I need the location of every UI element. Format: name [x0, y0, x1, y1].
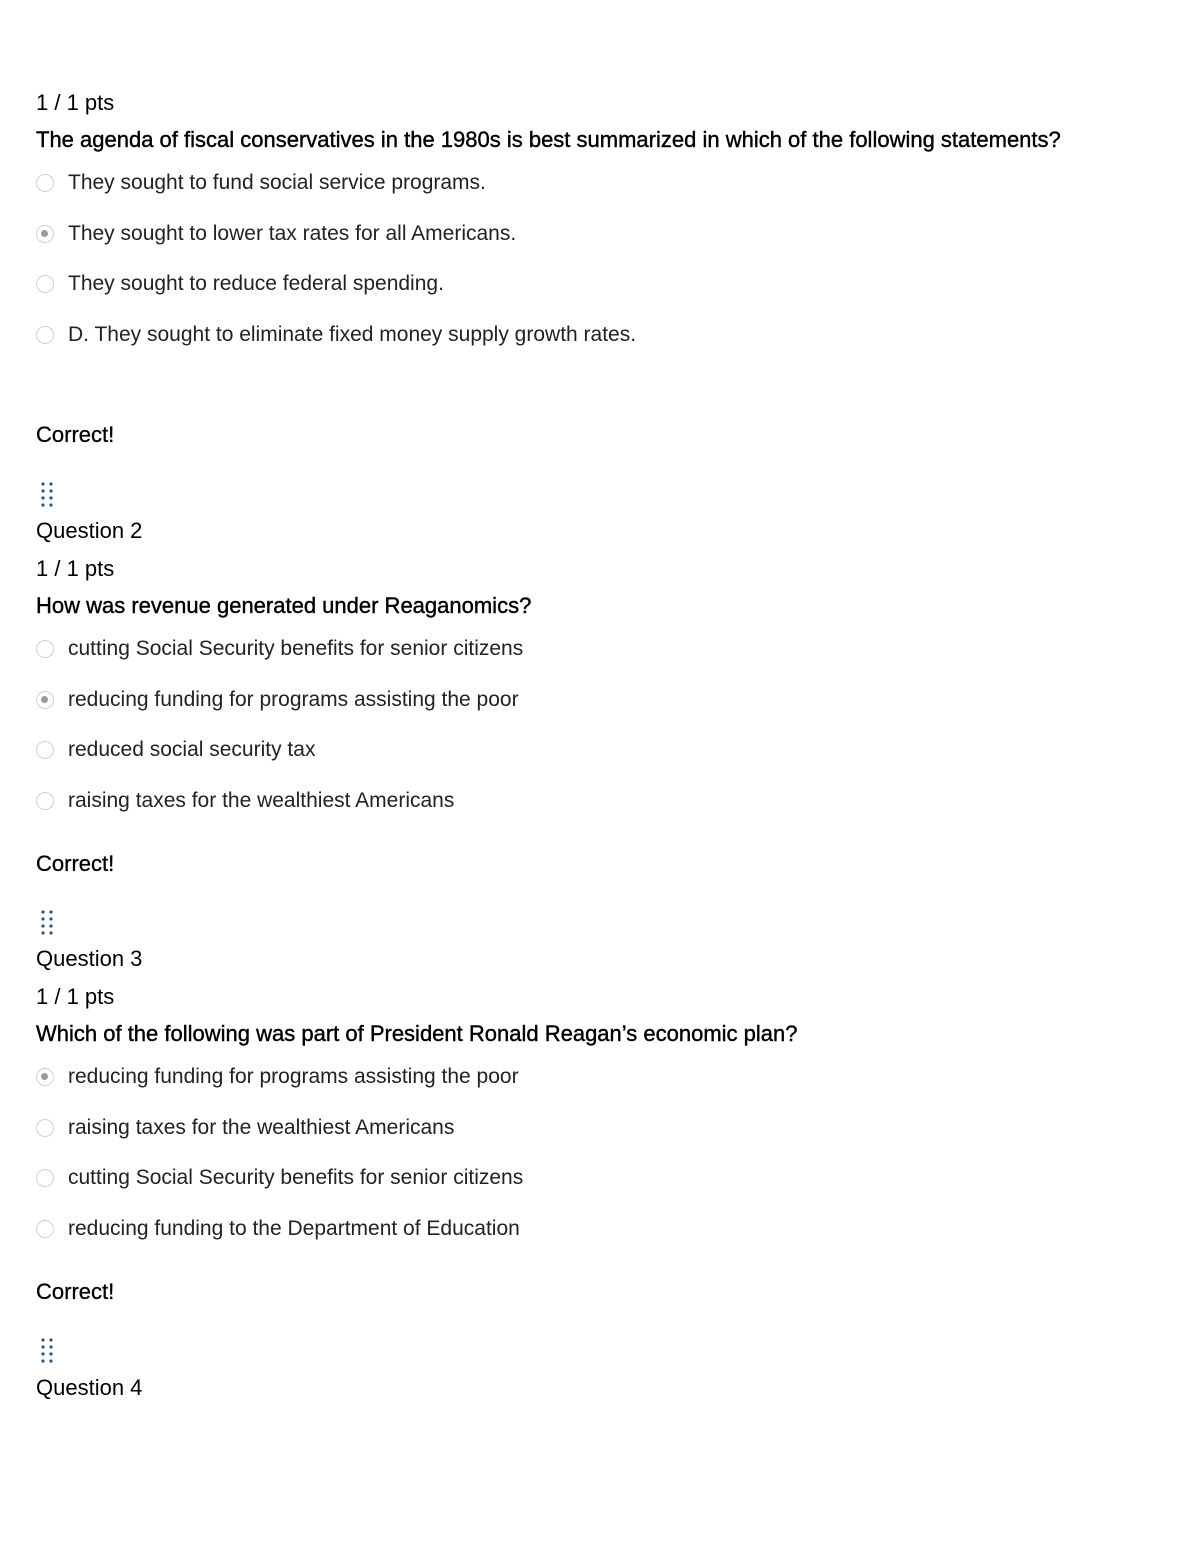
answer-label: They sought to lower tax rates for all Americans.	[68, 221, 517, 245]
answer-option[interactable]	[36, 790, 1166, 841]
answer-label: reduced social security tax	[68, 738, 316, 761]
answer-option[interactable]	[36, 689, 1166, 740]
answer-label: raising taxes for the wealthiest Americans	[68, 788, 455, 812]
question-title: Question 4	[36, 1375, 143, 1400]
question-text: Which of the following was part of President Ronald Reagan’s economic plan?	[36, 1021, 798, 1046]
answer-label: reducing funding to the Department of Education	[68, 1216, 520, 1240]
radio-button[interactable]	[36, 326, 54, 344]
answer-option[interactable]	[36, 638, 1166, 689]
answer-label: raising taxes for the wealthiest Americans	[68, 1115, 455, 1139]
answer-label: They sought to fund social service programs.	[68, 171, 486, 194]
answer-option[interactable]	[36, 1117, 1166, 1168]
question-points: 1 / 1 pts	[36, 556, 115, 581]
answer-options	[36, 1066, 1166, 1268]
drag-handle-icon[interactable]	[38, 908, 58, 938]
radio-button[interactable]	[36, 1220, 54, 1238]
radio-button[interactable]	[36, 174, 54, 192]
answer-option[interactable]	[36, 1066, 1166, 1117]
result-correct: Correct!	[36, 851, 115, 876]
answer-option[interactable]	[36, 223, 1166, 274]
result-correct: Correct!	[36, 422, 115, 447]
answer-option[interactable]	[36, 1218, 1166, 1269]
radio-button[interactable]	[36, 1119, 54, 1137]
radio-button[interactable]	[36, 1169, 54, 1187]
radio-button[interactable]	[36, 275, 54, 293]
answer-label: reducing funding for programs assisting the poor	[68, 1065, 519, 1088]
radio-button-selected[interactable]	[36, 691, 54, 709]
question-3	[36, 945, 1166, 1268]
answer-option[interactable]	[36, 739, 1166, 790]
radio-button-selected[interactable]	[36, 225, 54, 243]
answer-option[interactable]	[36, 1167, 1166, 1218]
question-title: Question 3	[36, 946, 143, 971]
question-1	[36, 89, 1166, 374]
radio-button[interactable]	[36, 640, 54, 658]
answer-label: cutting Social Security benefits for senior citizens	[68, 637, 524, 660]
question-text: The agenda of fiscal conservatives in the 1980s is best summarized in which of the following statements?	[36, 127, 1061, 152]
radio-button[interactable]	[36, 792, 54, 810]
question-points: 1 / 1 pts	[36, 984, 115, 1009]
answer-options	[36, 172, 1166, 374]
radio-button-selected[interactable]	[36, 1068, 54, 1086]
drag-handle-icon[interactable]	[38, 480, 58, 510]
answer-option[interactable]	[36, 273, 1166, 324]
radio-button[interactable]	[36, 741, 54, 759]
answer-option[interactable]	[36, 324, 1166, 375]
question-2	[36, 517, 1166, 840]
answer-label: reducing funding for programs assisting the poor	[68, 687, 519, 711]
answer-options	[36, 638, 1166, 840]
answer-label: They sought to reduce federal spending.	[68, 272, 444, 295]
answer-label: cutting Social Security benefits for senior citizens	[68, 1166, 524, 1189]
question-title: Question 2	[36, 518, 143, 543]
question-points: 1 / 1 pts	[36, 90, 115, 115]
result-correct: Correct!	[36, 1279, 115, 1304]
answer-label: D. They sought to eliminate fixed money supply growth rates.	[68, 322, 637, 346]
question-text: How was revenue generated under Reaganomics?	[36, 593, 532, 618]
drag-handle-icon[interactable]	[38, 1336, 58, 1366]
answer-option[interactable]	[36, 172, 1166, 223]
